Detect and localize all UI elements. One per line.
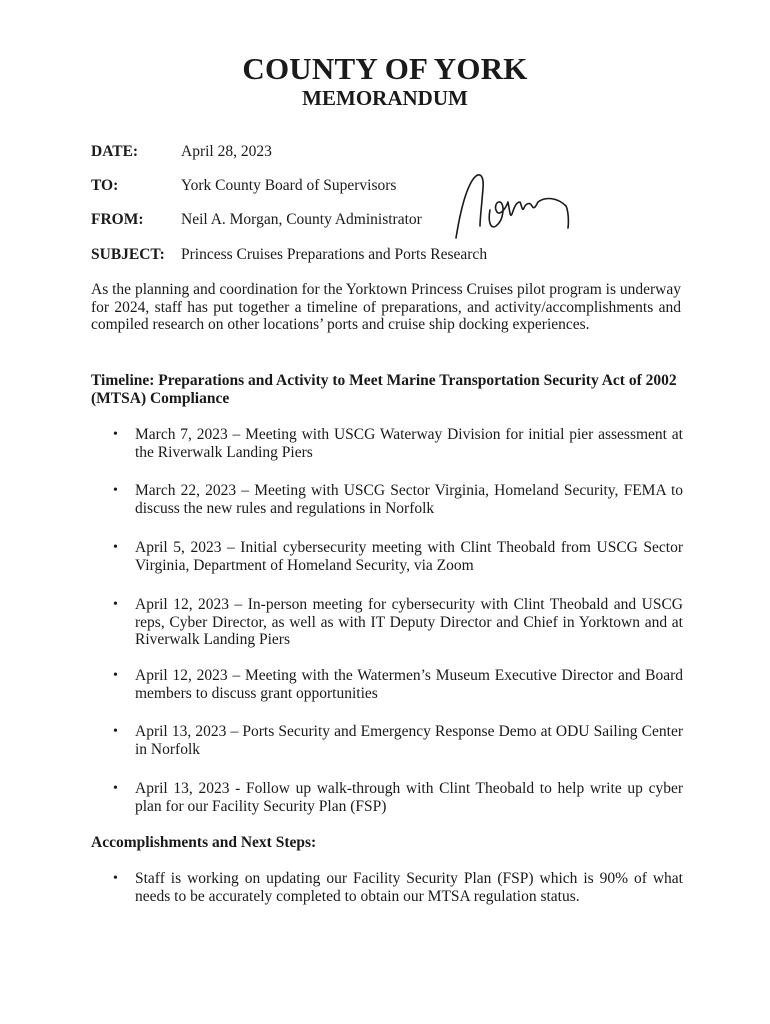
list-item-text: March 7, 2023 – Meeting with USCG Waterway Division for initial pier assessment at the Riverwalk Landing Piers <box>135 426 683 461</box>
list-item <box>113 723 683 758</box>
subject-label: SUBJECT: <box>91 246 165 263</box>
list-item-text: April 13, 2023 – Ports Security and Emergency Response Demo at ODU Sailing Center in Norfolk <box>135 723 683 758</box>
date-value: April 28, 2023 <box>181 143 272 160</box>
from-value: Neil A. Morgan, County Administrator <box>181 211 422 228</box>
subject-value: Princess Cruises Preparations and Ports Research <box>181 246 488 263</box>
list-item <box>113 780 683 815</box>
signature-icon <box>450 168 575 243</box>
county-title: COUNTY OF YORK <box>242 51 528 86</box>
bullet-icon: • <box>113 668 118 683</box>
accomplishments-heading: Accomplishments and Next Steps: <box>91 834 317 851</box>
list-item <box>113 539 683 574</box>
bullet-icon: • <box>113 724 118 739</box>
list-item <box>113 426 683 461</box>
list-item-text: March 22, 2023 – Meeting with USCG Sector Virginia, Homeland Security, FEMA to discuss the new rules and regulations in Norfolk <box>135 482 683 517</box>
bullet-icon: • <box>113 427 118 442</box>
timeline-heading: Timeline: Preparations and Activity to Meet Marine Transportation Security Act of 2002 (MTSA) Compliance <box>91 372 677 407</box>
intro-paragraph: As the planning and coordination for the Yorktown Princess Cruises pilot program is underway for 2024, staff has put together a timeline of preparations, and activity/accomplishments and compiled research on other locations’ ports and cruise ship docking experiences. <box>91 281 681 333</box>
bullet-icon: • <box>113 540 118 555</box>
list-item-text: April 12, 2023 – In-person meeting for cybersecurity with Clint Theobald and USCG reps, Cyber Director, as well as with IT Deputy Director and Chief in Yorktown and at Riverwalk Landing Piers <box>135 596 683 648</box>
memo-title: MEMORANDUM <box>302 86 468 110</box>
to-label: TO: <box>91 177 119 194</box>
list-item-text: April 5, 2023 – Initial cybersecurity meeting with Clint Theobald from USCG Sector Virginia, Department of Homeland Security, via Zoom <box>135 539 683 574</box>
bullet-icon: • <box>113 871 118 886</box>
list-item-text: April 12, 2023 – Meeting with the Watermen’s Museum Executive Director and Board members to discuss grant opportunities <box>135 667 683 702</box>
list-item <box>113 667 683 702</box>
list-item-text: April 13, 2023 - Follow up walk-through with Clint Theobald to help write up cyber plan for our Facility Security Plan (FSP) <box>135 780 683 815</box>
bullet-icon: • <box>113 597 118 612</box>
list-item <box>113 596 683 649</box>
list-item-text: Staff is working on updating our Facility Security Plan (FSP) which is 90% of what needs to be accurately completed to obtain our MTSA regulation status. <box>135 870 683 905</box>
to-value: York County Board of Supervisors <box>181 177 397 194</box>
list-item <box>113 482 683 517</box>
bullet-icon: • <box>113 781 118 796</box>
from-label: FROM: <box>91 211 144 228</box>
list-item <box>113 870 683 905</box>
bullet-icon: • <box>113 483 118 498</box>
date-label: DATE: <box>91 143 139 160</box>
